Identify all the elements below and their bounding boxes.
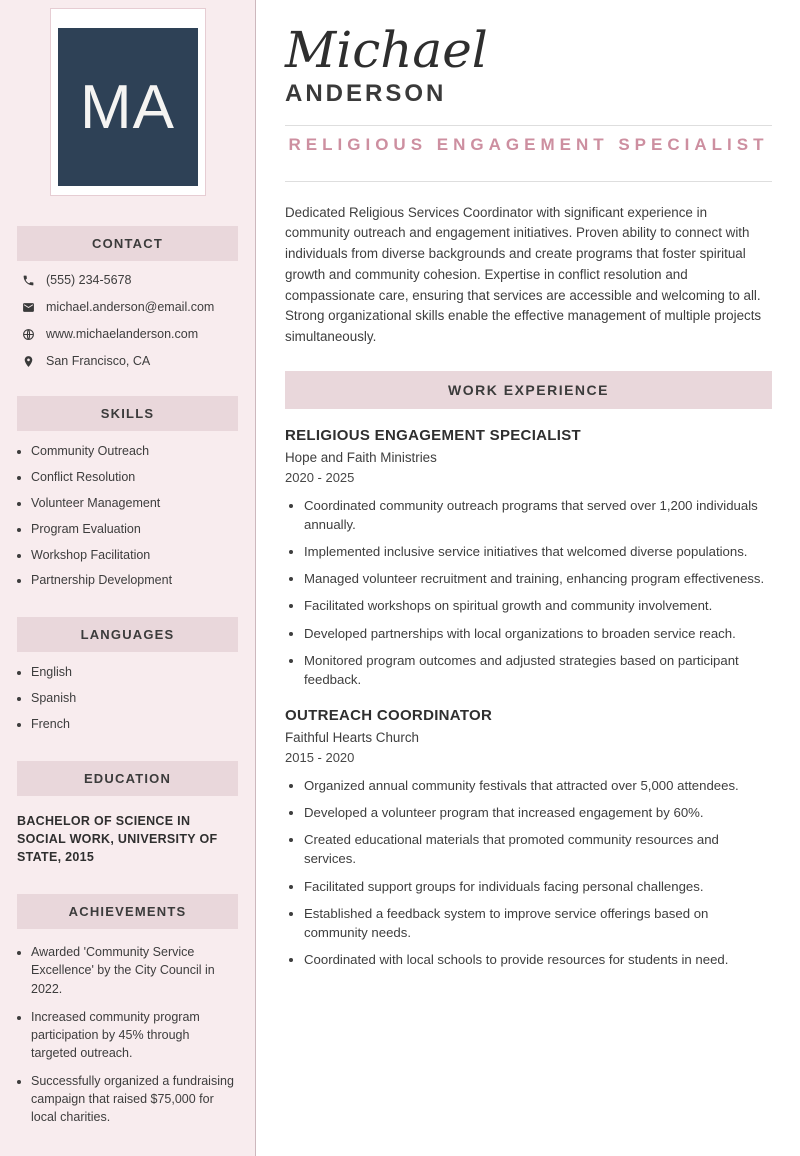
language-item: • French: [31, 716, 238, 733]
contact-item-location: [21, 354, 238, 368]
skills-section-heading: SKILLS: [17, 396, 238, 431]
contact-item-website: [21, 327, 238, 341]
email-icon: [21, 300, 35, 314]
skill-item: • Community Outreach: [31, 443, 238, 460]
job-bullet: • Created educational materials that promoted community resources and services.: [304, 830, 772, 868]
phone-icon: [21, 273, 35, 287]
skill-item: • Partnership Development: [31, 572, 238, 589]
resume-title: RELIGIOUS ENGAGEMENT SPECIALIST: [288, 134, 769, 154]
languages-section-heading: LANGUAGES: [17, 617, 238, 652]
sidebar: [0, 0, 256, 1156]
first-name: Michael: [285, 21, 488, 79]
job-company: Faithful Hearts Church: [285, 729, 419, 745]
language-item: • Spanish: [31, 690, 238, 707]
name-header: [285, 21, 772, 108]
skill-item: • Program Evaluation: [31, 521, 238, 538]
job-entry: [285, 427, 772, 689]
last-name: ANDERSON: [285, 79, 447, 107]
job-bullet: • Established a feedback system to improve service offerings based on community needs.: [304, 904, 772, 942]
contact-website-text: www.michaelanderson.com: [46, 327, 199, 341]
job-bullet: • Coordinated with local schools to provide resources for students in need.: [304, 950, 772, 969]
job-bullet: • Facilitated support groups for individuals facing personal challenges.: [304, 877, 772, 896]
contact-email-text: michael.anderson@email.com: [46, 300, 215, 314]
languages-list: [17, 664, 238, 733]
work-experience-heading: WORK EXPERIENCE: [285, 371, 772, 409]
skill-item: • Workshop Facilitation: [31, 547, 238, 564]
contact-list: [17, 273, 238, 368]
job-title: RELIGIOUS ENGAGEMENT SPECIALIST: [285, 426, 581, 444]
skill-item: • Volunteer Management: [31, 495, 238, 512]
achievements-list: [17, 943, 238, 1126]
profile-photo-frame: [50, 8, 206, 196]
job-dates: 2020 - 2025: [285, 469, 355, 485]
contact-section-heading: CONTACT: [17, 226, 238, 261]
job-bullet: • Managed volunteer recruitment and training, enhancing program effectiveness.: [304, 569, 772, 588]
job-bullet: • Facilitated workshops on spiritual growth and community involvement.: [304, 596, 772, 615]
contact-item-phone: [21, 273, 238, 287]
contact-item-email: [21, 300, 238, 314]
job-bullet: • Developed partnerships with local organizations to broaden service reach.: [304, 624, 772, 643]
job-dates: 2015 - 2020: [285, 749, 355, 765]
job-bullet: • Implemented inclusive service initiatives that welcomed diverse populations.: [304, 542, 772, 561]
job-bullet: • Organized annual community festivals that attracted over 5,000 attendees.: [304, 776, 772, 795]
contact-location-text: San Francisco, CA: [46, 354, 151, 368]
education-section-heading: EDUCATION: [17, 761, 238, 796]
main-content: [256, 0, 800, 1156]
achievement-item: • Awarded 'Community Service Excellence' by the City Council in 2022.: [31, 943, 238, 997]
skill-item: • Conflict Resolution: [31, 469, 238, 486]
job-bullet-list: [285, 496, 772, 689]
summary-paragraph: Dedicated Religious Services Coordinator with significant experience in community outreach and engagement initiatives. Proven ability to connect with individuals from diverse backgrounds and create programs that foster spiritual growth and community cohesion. Expertise in conflict resolution and compassionate care, ensuring that services are accessible and welcoming to all. Strong organizational skills enable the effective management of multiple projects simultaneously.: [285, 204, 762, 345]
achievement-item: • Increased community program participation by 45% through targeted outreach.: [31, 1008, 238, 1062]
education-text: BACHELOR OF SCIENCE IN SOCIAL WORK, UNIVERSITY OF STATE, 2015: [17, 813, 218, 865]
contact-phone-text: (555) 234-5678: [46, 273, 132, 287]
job-entry: [285, 707, 772, 969]
achievement-item: • Successfully organized a fundraising campaign that raised $75,000 for local charities.: [31, 1072, 238, 1126]
globe-icon: [21, 327, 35, 341]
job-bullet: • Monitored program outcomes and adjusted strategies based on participant feedback.: [304, 651, 772, 689]
achievements-section-heading: ACHIEVEMENTS: [17, 894, 238, 929]
job-bullet: • Developed a volunteer program that increased engagement by 60%.: [304, 803, 772, 822]
divider-line: [285, 181, 772, 182]
location-icon: [21, 354, 35, 368]
language-item: • English: [31, 664, 238, 681]
profile-initials: MA: [58, 28, 198, 186]
job-bullet: • Coordinated community outreach programs that served over 1,200 individuals annually.: [304, 496, 772, 534]
job-title: OUTREACH COORDINATOR: [285, 706, 493, 724]
job-company: Hope and Faith Ministries: [285, 449, 437, 465]
skills-list: [17, 443, 238, 589]
job-bullet-list: [285, 776, 772, 969]
